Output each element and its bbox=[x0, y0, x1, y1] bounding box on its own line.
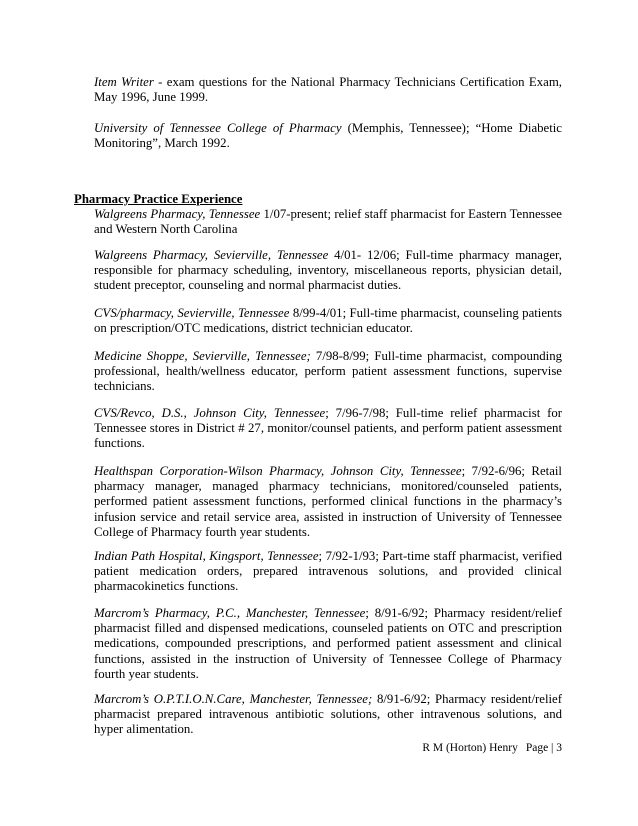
entry-paragraph bbox=[94, 549, 562, 595]
entry-walgreens-sevierville bbox=[94, 248, 562, 294]
entry-text: 1/07-present; relief staff pharmacist for Eastern Tennessee and Western North Carolina bbox=[94, 207, 562, 237]
entry-title: Item Writer bbox=[94, 75, 154, 89]
entry-paragraph bbox=[94, 207, 562, 237]
entry-item-writer bbox=[94, 75, 562, 105]
entry-title: Medicine Shoppe, Sevierville, Tennessee; bbox=[94, 349, 311, 363]
entry-text: ; 8/91-6/92; Pharmacy resident/relief pharmacist filled and dispensed medications, counseled patients on OTC and prescription medications, compounded prescriptions, and performed patient assessment and clinical functions, assisted in the instruction of University of Tennessee College of Pharmacy fourth year students. bbox=[94, 606, 562, 681]
entry-title: CVS/pharmacy, Sevierville, Tennessee bbox=[94, 306, 290, 320]
entry-title: Marcrom’s Pharmacy, P.C., Manchester, Tennessee bbox=[94, 606, 366, 620]
entry-university-tennessee bbox=[94, 121, 562, 151]
entry-paragraph bbox=[94, 248, 562, 294]
section-heading: Pharmacy Practice Experience bbox=[74, 192, 243, 206]
entry-paragraph bbox=[94, 406, 562, 452]
entry-paragraph bbox=[94, 75, 562, 105]
page-footer bbox=[422, 741, 562, 756]
entry-paragraph bbox=[94, 464, 562, 540]
entry-paragraph bbox=[94, 692, 562, 738]
entry-title: Indian Path Hospital, Kingsport, Tennessee bbox=[94, 549, 319, 563]
entry-paragraph bbox=[94, 349, 562, 395]
entry-title: Marcrom’s O.P.T.I.O.N.Care, Manchester, Tennessee; bbox=[94, 692, 373, 706]
entry-text: ; 7/96-7/98; Full-time relief pharmacist for Tennessee stores in District # 27, monitor/counsel patients, and perform patient assessment functions. bbox=[94, 406, 563, 451]
entry-text: 8/91-6/92; Pharmacy resident/relief pharmacist prepared intravenous antibiotic solutions, other intravenous solutions, and hyper alimentation. bbox=[94, 692, 562, 737]
entry-marcroms-pharmacy bbox=[94, 606, 562, 682]
entry-text: (Memphis, Tennessee); “Home Diabetic Monitoring”, March 1992. bbox=[94, 121, 562, 151]
entry-title: CVS/Revco, D.S., Johnson City, Tennessee bbox=[94, 406, 326, 420]
entry-cvs-sevierville bbox=[94, 306, 562, 336]
entry-text: ; 7/92-6/96; Retail pharmacy manager, managed pharmacy technicians, monitored/counseled patients, performed patient assessment functions, performed clinical functions in the pharmacy’s infusion service and retail service area, assisted in instruction of University of Tennessee College of Pharmacy fourth year students. bbox=[94, 464, 562, 539]
entry-paragraph bbox=[94, 121, 562, 151]
entry-text: ; 7/92-1/93; Part-time staff pharmacist, verified patient medication orders, prepared intravenous solutions, and provided clinical pharmacokinetics functions. bbox=[94, 549, 562, 594]
entry-cvs-revco bbox=[94, 406, 562, 452]
entry-paragraph bbox=[94, 606, 562, 682]
entry-walgreens-tennessee bbox=[94, 207, 562, 237]
footer-author: R M (Horton) Henry bbox=[422, 742, 518, 754]
entry-marcroms-optioncare bbox=[94, 692, 562, 738]
entry-text: 8/99-4/01; Full-time pharmacist, counseling patients on prescription/OTC medications, district technician educator. bbox=[94, 306, 562, 336]
footer-page-number: Page | 3 bbox=[525, 742, 562, 754]
entry-text: 7/98-8/99; Full-time pharmacist, compounding professional, health/wellness educator, perform patient assessment functions, supervise technicians. bbox=[94, 349, 562, 394]
entry-title: Walgreens Pharmacy, Tennessee bbox=[94, 207, 261, 221]
entry-text: - exam questions for the National Pharmacy Technicians Certification Exam, May 1996, June 1999. bbox=[94, 75, 562, 105]
entry-indian-path bbox=[94, 549, 562, 595]
entry-title: University of Tennessee College of Pharmacy bbox=[94, 121, 342, 135]
entry-paragraph bbox=[94, 306, 562, 336]
entry-title: Walgreens Pharmacy, Sevierville, Tennessee bbox=[94, 248, 329, 262]
entry-healthspan bbox=[94, 464, 562, 540]
entry-text: 4/01- 12/06; Full-time pharmacy manager, responsible for pharmacy scheduling, inventory, miscellaneous reports, physician detail, student preceptor, counseling and normal pharmacist duties. bbox=[94, 248, 562, 293]
entry-medicine-shoppe bbox=[94, 349, 562, 395]
entry-title: Healthspan Corporation-Wilson Pharmacy, Johnson City, Tennessee bbox=[94, 464, 462, 478]
